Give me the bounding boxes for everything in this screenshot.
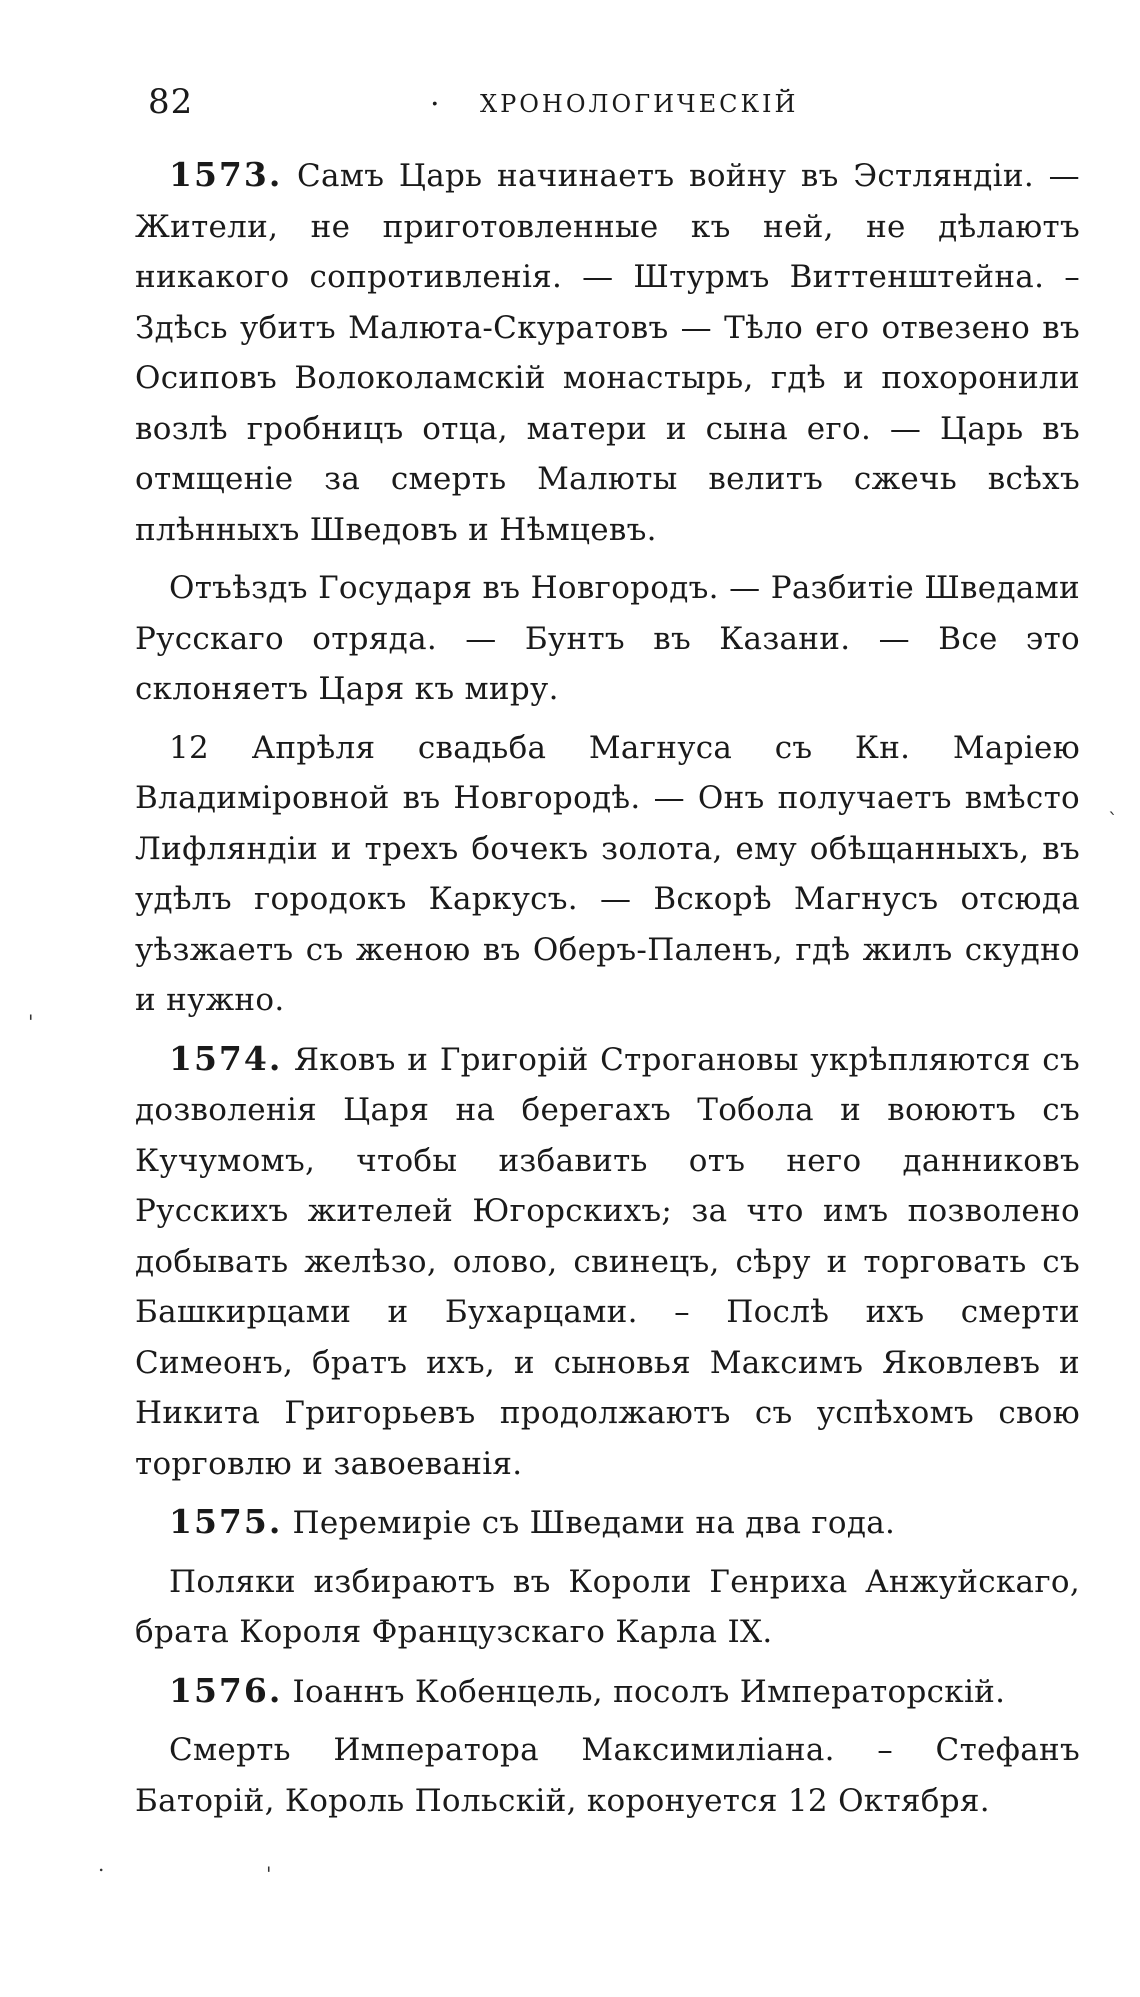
entry-text: Яковъ и Григорій Строгановы укрѣпляются съ дозволенія Царя на берегахъ Тобола и воюютъ съ Кучумомъ, чтобы избавить отъ него данниковъ Русскихъ жителей Югорскихъ; за что имъ позволено добывать желѣзо, олово, свинецъ, сѣру и торговать съ Башкирцами и Бухарцами. – Послѣ ихъ смерти Симеонъ, братъ ихъ, и сыновья Максимъ Яковлевъ и Никита Григорьевъ продолжаютъ съ успѣхомъ свою торговлю и завоеванія. <box>135 1041 1080 1482</box>
chronology-text <box>135 150 1080 1834</box>
year-label: 1573. <box>169 155 283 194</box>
entry-1575-poland <box>135 1557 1080 1658</box>
year-label: 1574. <box>169 1038 283 1078</box>
running-title: ХРОНОЛОГИЧЕСКІЙ <box>480 90 799 118</box>
header-dot: . <box>430 78 440 113</box>
entry-text: Іоаннъ Кобенцель, посолъ Императорскій. <box>292 1673 1006 1710</box>
entry-1573-departure <box>135 563 1080 715</box>
print-speck: ' <box>28 1010 34 1034</box>
entry-1573-wedding <box>135 723 1080 1026</box>
running-head <box>140 78 1020 132</box>
entry-text: 12 Апрѣля свадьба Магнуса съ Кн. Маріею Владиміровной въ Новгородѣ. — Онъ получаетъ вмѣсто Лифляндіи и трехъ бочекъ золота, ему обѣщанныхъ, въ удѣлъ городокъ Каркусъ. — Вскорѣ Магнусъ отсюда уѣзжаетъ съ женою въ Оберъ-Паленъ, гдѣ жилъ скудно и нужно. <box>135 729 1080 1018</box>
entry-text: Отъѣздъ Государя въ Новгородъ. — Разбитіе Шведами Русскаго отряда. — Бунтъ въ Казани. — Все это склоняетъ Царя къ миру. <box>135 570 1080 707</box>
entry-text: Поляки избираютъ въ Короли Генриха Анжуйскаго, брата Короля Французскаго Карла IX. <box>135 1563 1080 1650</box>
year-label: 1576. <box>169 1670 283 1710</box>
print-speck: ` <box>1108 808 1118 832</box>
print-speck: ' <box>266 1862 272 1886</box>
entry-1575 <box>135 1497 1080 1549</box>
entry-text: Перемиріе съ Шведами на два года. <box>292 1505 896 1541</box>
year-label: 1575. <box>169 1502 283 1541</box>
entry-text: Самъ Царь начинаетъ войну въ Эстляндіи. — Жители, не приготовленные къ ней, не дѣлаютъ никакого сопротивленія. — Штурмъ Виттенштейна. – Здѣсь убитъ Малюта-Скуратовъ — Тѣло его отвезено въ Осиповъ Волоколамскій монастырь, гдѣ и похоронили возлѣ гробницъ отца, матери и сына его. — Царь въ отмщеніе за смерть Малюты велитъ сжечь всѣхъ плѣнныхъ Шведовъ и Нѣмцевъ. <box>135 158 1080 548</box>
page-number: 82 <box>148 82 194 122</box>
print-speck: . <box>98 1852 105 1876</box>
entry-1576 <box>135 1666 1080 1718</box>
entry-1574 <box>135 1034 1080 1490</box>
entry-1576-emperor <box>135 1725 1080 1826</box>
entry-1573 <box>135 150 1080 555</box>
entry-text: Смерть Императора Максимиліана. – Стефанъ Баторій, Король Польскій, коронуется 12 Октября. <box>135 1732 1080 1819</box>
